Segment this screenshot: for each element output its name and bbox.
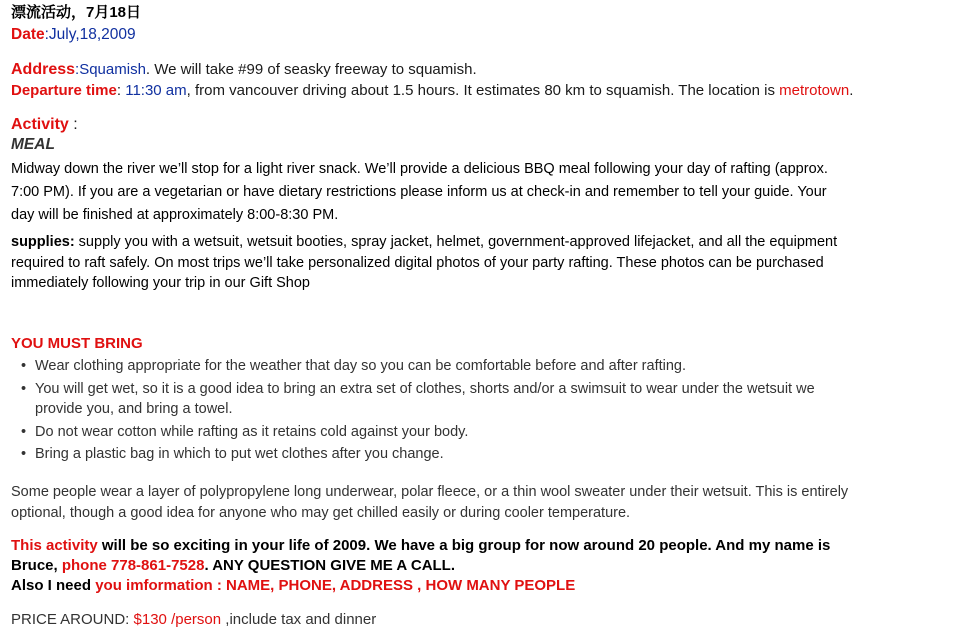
closing-paragraph [11, 536, 951, 596]
address-rest: . We will take #99 of seasky freeway to squamish. [145, 61, 477, 78]
supplies-line: required to raft safely. On most trips we’ll take personalized digital photos of your party rafting. These photos can be purchased [11, 254, 824, 271]
activity-colon: : [68, 116, 78, 133]
closing-line [11, 576, 951, 596]
departure-location: metrotown [779, 82, 850, 99]
meal-heading: MEAL [11, 136, 55, 153]
list-item [11, 422, 951, 443]
price-rest: ,include tax and dinner [221, 611, 377, 628]
phone-number: phone 778-861-7528 [61, 557, 205, 574]
activity-heading [11, 116, 78, 134]
departure-line [11, 82, 853, 100]
event-title: 漂流活动，7月18日 [11, 4, 142, 21]
supplies-text: supply you with a wetsuit, wetsuit booties, spray jacket, helmet, government-approved lifejacket, and all the equipment [74, 234, 838, 250]
activity-label: Activity [11, 116, 69, 133]
price-amount: $130 /person [133, 611, 222, 628]
date-line [11, 26, 136, 44]
supplies-paragraph [11, 232, 946, 294]
closing-line [11, 536, 951, 556]
bullet-icon: • [21, 380, 27, 397]
bullet-icon: • [21, 358, 27, 374]
meal-line: Midway down the river we’ll stop for a light river snack. We’ll provide a delicious BBQ meal following your day of rafting (approx. [11, 161, 828, 177]
supplies-line [11, 232, 946, 253]
call-text: . ANY QUESTION GIVE ME A CALL. [204, 557, 456, 574]
address-place: Squamish [79, 61, 146, 78]
list-item-text: Bring a plastic bag in which to put wet clothes after you change. [35, 446, 444, 462]
bullet-icon: • [21, 446, 27, 462]
supplies-line: immediately following your trip in our Gift Shop [11, 275, 310, 291]
address-colon: : [75, 61, 80, 78]
supplies-label: supplies: [11, 234, 75, 250]
departure-colon: : [116, 82, 126, 99]
list-item [11, 379, 951, 420]
address-label: Address [11, 61, 76, 78]
bullet-icon: • [21, 423, 27, 440]
departure-end: . [849, 82, 854, 99]
price-label: PRICE AROUND: [11, 611, 134, 628]
meal-line: 7:00 PM). If you are a vegetarian or have dietary restrictions please inform us at check-in and remember to tell your guide. Your [11, 184, 827, 200]
this-activity-text: This activity [11, 537, 98, 554]
list-item [11, 356, 951, 377]
must-bring-list [11, 356, 951, 465]
organizer-name: Bruce, [11, 557, 62, 574]
meal-line: day will be finished at approximately 8:00-8:30 PM. [11, 207, 339, 223]
meal-description [11, 158, 941, 227]
departure-label: Departure time [11, 82, 117, 99]
departure-middle: , from vancouver driving about 1.5 hours. It estimates 80 km to squamish. The location is [186, 82, 780, 99]
departure-time: 11:30 am [125, 82, 187, 99]
list-item-text: Do not wear cotton while rafting as it retains cold against your body. [35, 423, 469, 440]
must-bring-heading: YOU MUST BRING [11, 335, 143, 352]
required-info: you imformation : NAME, PHONE, ADDRESS , HOW MANY PEOPLE [95, 577, 576, 594]
address-line [11, 61, 477, 79]
closing-text: will be so exciting in your life of 2009. We have a big group for now around 20 people. And my name is [97, 537, 831, 554]
list-item [11, 444, 951, 465]
date-value: :July,18,2009 [44, 26, 136, 43]
list-item-text: Wear clothing appropriate for the weather that day so you can be comfortable before and after rafting. [35, 358, 687, 374]
list-item-text: provide you, and bring a towel. [35, 401, 233, 417]
date-label: Date [11, 26, 45, 43]
need-text: Also I need [11, 577, 96, 594]
layering-paragraph [11, 482, 951, 523]
price-line [11, 611, 376, 629]
layering-line: Some people wear a layer of polypropylene long underwear, polar fleece, or a thin wool sweater under their wetsuit. This is entirely [11, 484, 849, 500]
closing-line [11, 556, 951, 576]
layering-line: optional, though a good idea for anyone who may get chilled easily or during cooler temperature. [11, 504, 631, 521]
list-item-text: You will get wet, so it is a good idea to bring an extra set of clothes, shorts and/or a swimsuit to wear under the wetsuit we [35, 380, 815, 397]
